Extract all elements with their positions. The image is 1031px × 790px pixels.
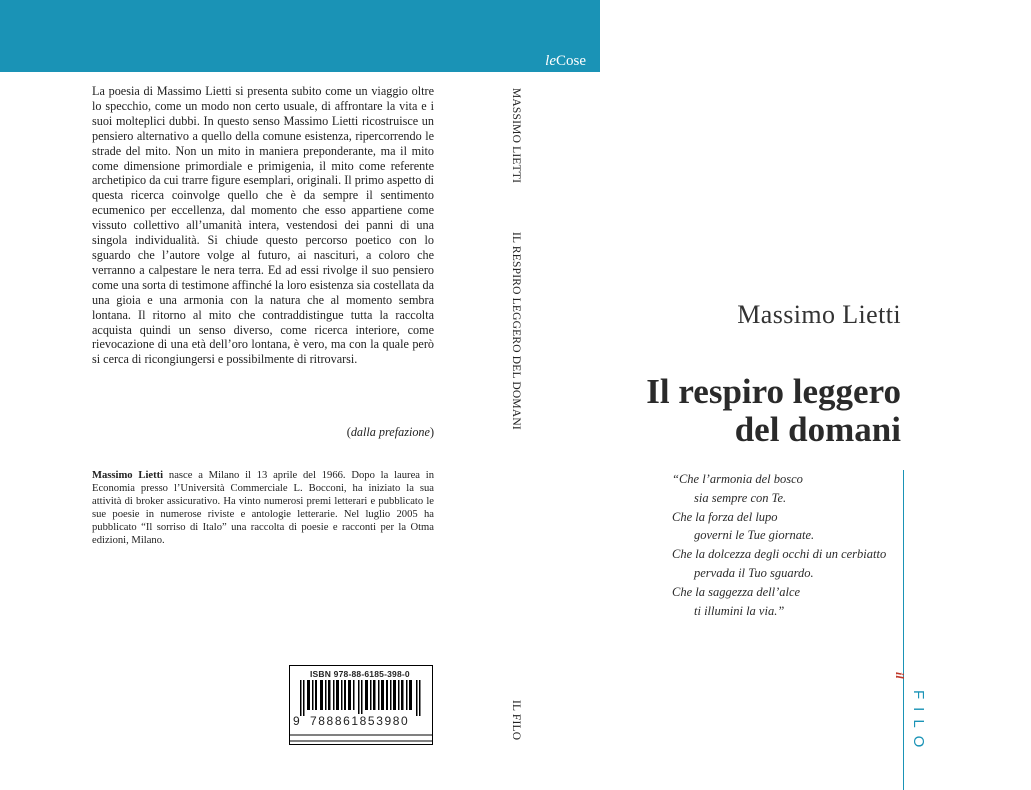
front-vertical-rule <box>903 470 904 790</box>
spine-publisher: IL FILO <box>510 700 522 741</box>
author-bio <box>92 470 434 547</box>
title-line-1: Il respiro leggero <box>646 372 901 411</box>
preface-open: ( <box>346 425 351 439</box>
preface-credit-text: dalla prefazione <box>350 425 430 439</box>
epigraph-line: Che la forza del lupo <box>672 509 778 524</box>
isbn-barcode <box>289 665 433 745</box>
preface-close: ) <box>429 425 434 439</box>
bio-text: nasce a Milano il 13 aprile del 1966. Dopo la laurea in Economia presso l’Università Commerciale L. Bocconi, ha iniziato la sua attività di broker assicurativo. Ha vinto numerosi premi letterari e pubblicato le sue poesie in numerose riviste e antologie letterarie. Nel luglio 2005 ha pubblicato “Il sorriso di Italo” una raccolta di poesie e racconti per la Otma edizioni, Milano. <box>92 470 434 546</box>
epigraph-line: Che la dolcezza degli occhi di un cerbiatto <box>672 547 887 562</box>
epigraph-line: “Che l’armonia del bosco <box>672 472 803 486</box>
epigraph <box>672 470 886 620</box>
isbn-label: ISBN 978-88-6185-398-0 <box>310 669 410 679</box>
book-title <box>646 373 901 449</box>
publisher-logo-il: il <box>893 672 907 679</box>
epigraph-line: pervada il Tuo sguardo. <box>694 565 814 580</box>
epigraph-line: ti illumini la via.” <box>694 603 785 618</box>
epigraph-line: sia sempre con Te. <box>694 490 787 505</box>
series-prefix: le <box>545 53 556 69</box>
spine-title: IL RESPIRO LEGGERO DEL DOMANI <box>510 232 522 430</box>
blurb-text: La poesia di Massimo Lietti si presenta subito come un viaggio oltre lo specchio, come un modo non certo usuale, di affrontare la vita e i suoi molteplici dubbi. In questo senso Massimo Lietti ricostruisce un pensiero alternativo a quello della comune esistenza, ripercorrendo le strade del mito. Non un mito in maniera preponderante, ma il mito come dimensione primordiale e primigenia, il mito come referente archetipico da cui trarre figure esemplari, originali. Il primo aspetto di questa ricerca coinvolge quello che è da sempre il sentimento ecumenico per eccellenza, dal momento che esso appartiene come vissuto collettivo all’umanità intera, vestendosi dei panni di una singola individualità. Si chiude questo percorso poetico con lo sguardo che l’autore volge al futuro, ai nascituri, a coloro che verranno a calpestare le nera terra. Ed ad essi rivolge il suo pensiero come una sorta di testimone affinché la loro esistenza sia costellata da una gioia e una armonia con la natura che al momento sembra lontana. Il ritorno al mito che contraddistingue tutta la raccolta acquista quindi un senso diverso, come ricerca interiore, come rievocazione di una età dell’oro lontana, è vero, ma con la quale però si cerca di ricongiungersi e possibilmente di ritrovarsi. <box>92 84 434 367</box>
barcode-frame-lines <box>290 732 432 744</box>
back-cover-blurb <box>92 84 434 367</box>
barcode-first-digit: 9 <box>293 714 300 728</box>
barcode-bars <box>298 680 426 716</box>
epigraph-line: Che la saggezza dell’alce <box>672 584 801 599</box>
bio-name: Massimo Lietti <box>92 470 164 481</box>
series-label <box>545 53 586 70</box>
title-line-2: del domani <box>734 410 901 449</box>
publisher-logo-filo: FILO <box>910 690 927 756</box>
barcode-digits: 788861853980 <box>310 714 410 728</box>
front-author: Massimo Lietti <box>737 300 901 329</box>
series-name: Cose <box>556 53 586 69</box>
series-band <box>0 0 600 72</box>
spine-author: MASSIMO LIETTI <box>510 88 522 184</box>
epigraph-line: governi le Tue giornate. <box>694 528 815 543</box>
preface-credit <box>92 425 434 440</box>
